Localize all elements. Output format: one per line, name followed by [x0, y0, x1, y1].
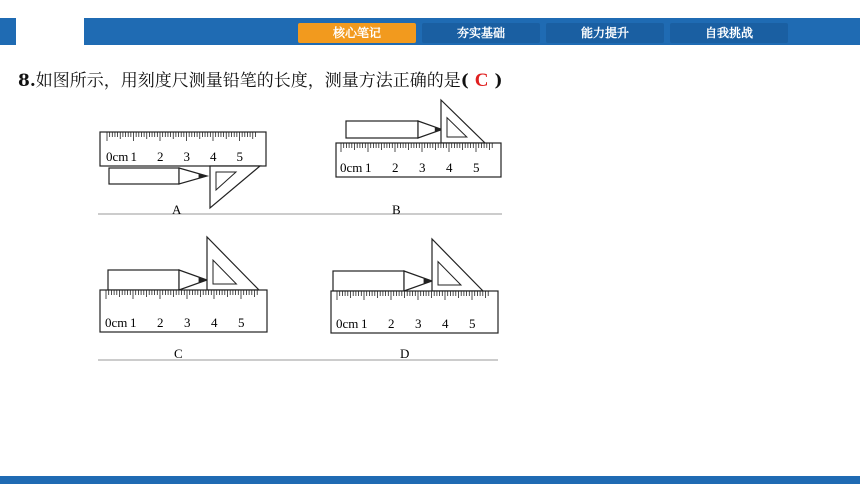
ruler-number: 5: [469, 316, 476, 331]
footer-bar: [0, 476, 860, 484]
ruler-number: 5: [238, 315, 245, 330]
ruler-number: 3: [184, 315, 191, 330]
tab-core-notes[interactable]: 核心笔记: [298, 23, 416, 43]
ruler-number: 1: [130, 149, 137, 164]
ruler-number: 3: [419, 160, 426, 175]
close-paren: ): [494, 71, 503, 91]
ruler-number: 4: [211, 315, 218, 330]
question-body: 如图所示，用刻度尺测量铅笔的长度，测量方法正确的是: [35, 71, 461, 91]
ruler-number: 5: [236, 149, 243, 164]
set-square: [432, 239, 483, 291]
option-label: A: [172, 202, 182, 217]
ruler-number: 4: [210, 149, 217, 164]
ruler-label-0cm: 0cm: [336, 316, 359, 331]
pencil-body: [108, 270, 179, 290]
option-label: C: [174, 346, 183, 361]
option-label: D: [400, 346, 410, 361]
tab-challenge[interactable]: 自我挑战: [670, 23, 788, 43]
ruler-number: 3: [415, 316, 422, 331]
ruler-number: 2: [157, 315, 164, 330]
figure-d: [331, 239, 498, 361]
pencil-body: [346, 121, 418, 138]
figure-b: [336, 100, 501, 217]
ruler-number: 4: [446, 160, 453, 175]
ruler-number: 1: [361, 316, 368, 331]
set-square: [207, 237, 259, 290]
ruler-label-0cm: 0cm: [105, 315, 128, 330]
ruler-number: 3: [183, 149, 190, 164]
tab-basics[interactable]: 夯实基础: [422, 23, 540, 43]
ruler-number: 1: [365, 160, 372, 175]
open-paren: (: [460, 71, 469, 91]
pencil-body: [109, 168, 179, 184]
ruler-label-0cm: 0cm: [340, 160, 363, 175]
ruler-number: 2: [388, 316, 395, 331]
option-label: B: [392, 202, 401, 217]
ruler-number: 5: [473, 160, 480, 175]
ruler-number: 1: [130, 315, 137, 330]
pencil-body: [333, 271, 404, 291]
ruler-number: 2: [157, 149, 164, 164]
answer-letter: C: [474, 70, 489, 91]
ruler-number: 2: [392, 160, 399, 175]
ruler-label-0cm: 0cm: [106, 149, 129, 164]
ruler-number: 4: [442, 316, 449, 331]
question-number: 8.: [18, 71, 36, 91]
tab-ability[interactable]: 能力提升: [546, 23, 664, 43]
